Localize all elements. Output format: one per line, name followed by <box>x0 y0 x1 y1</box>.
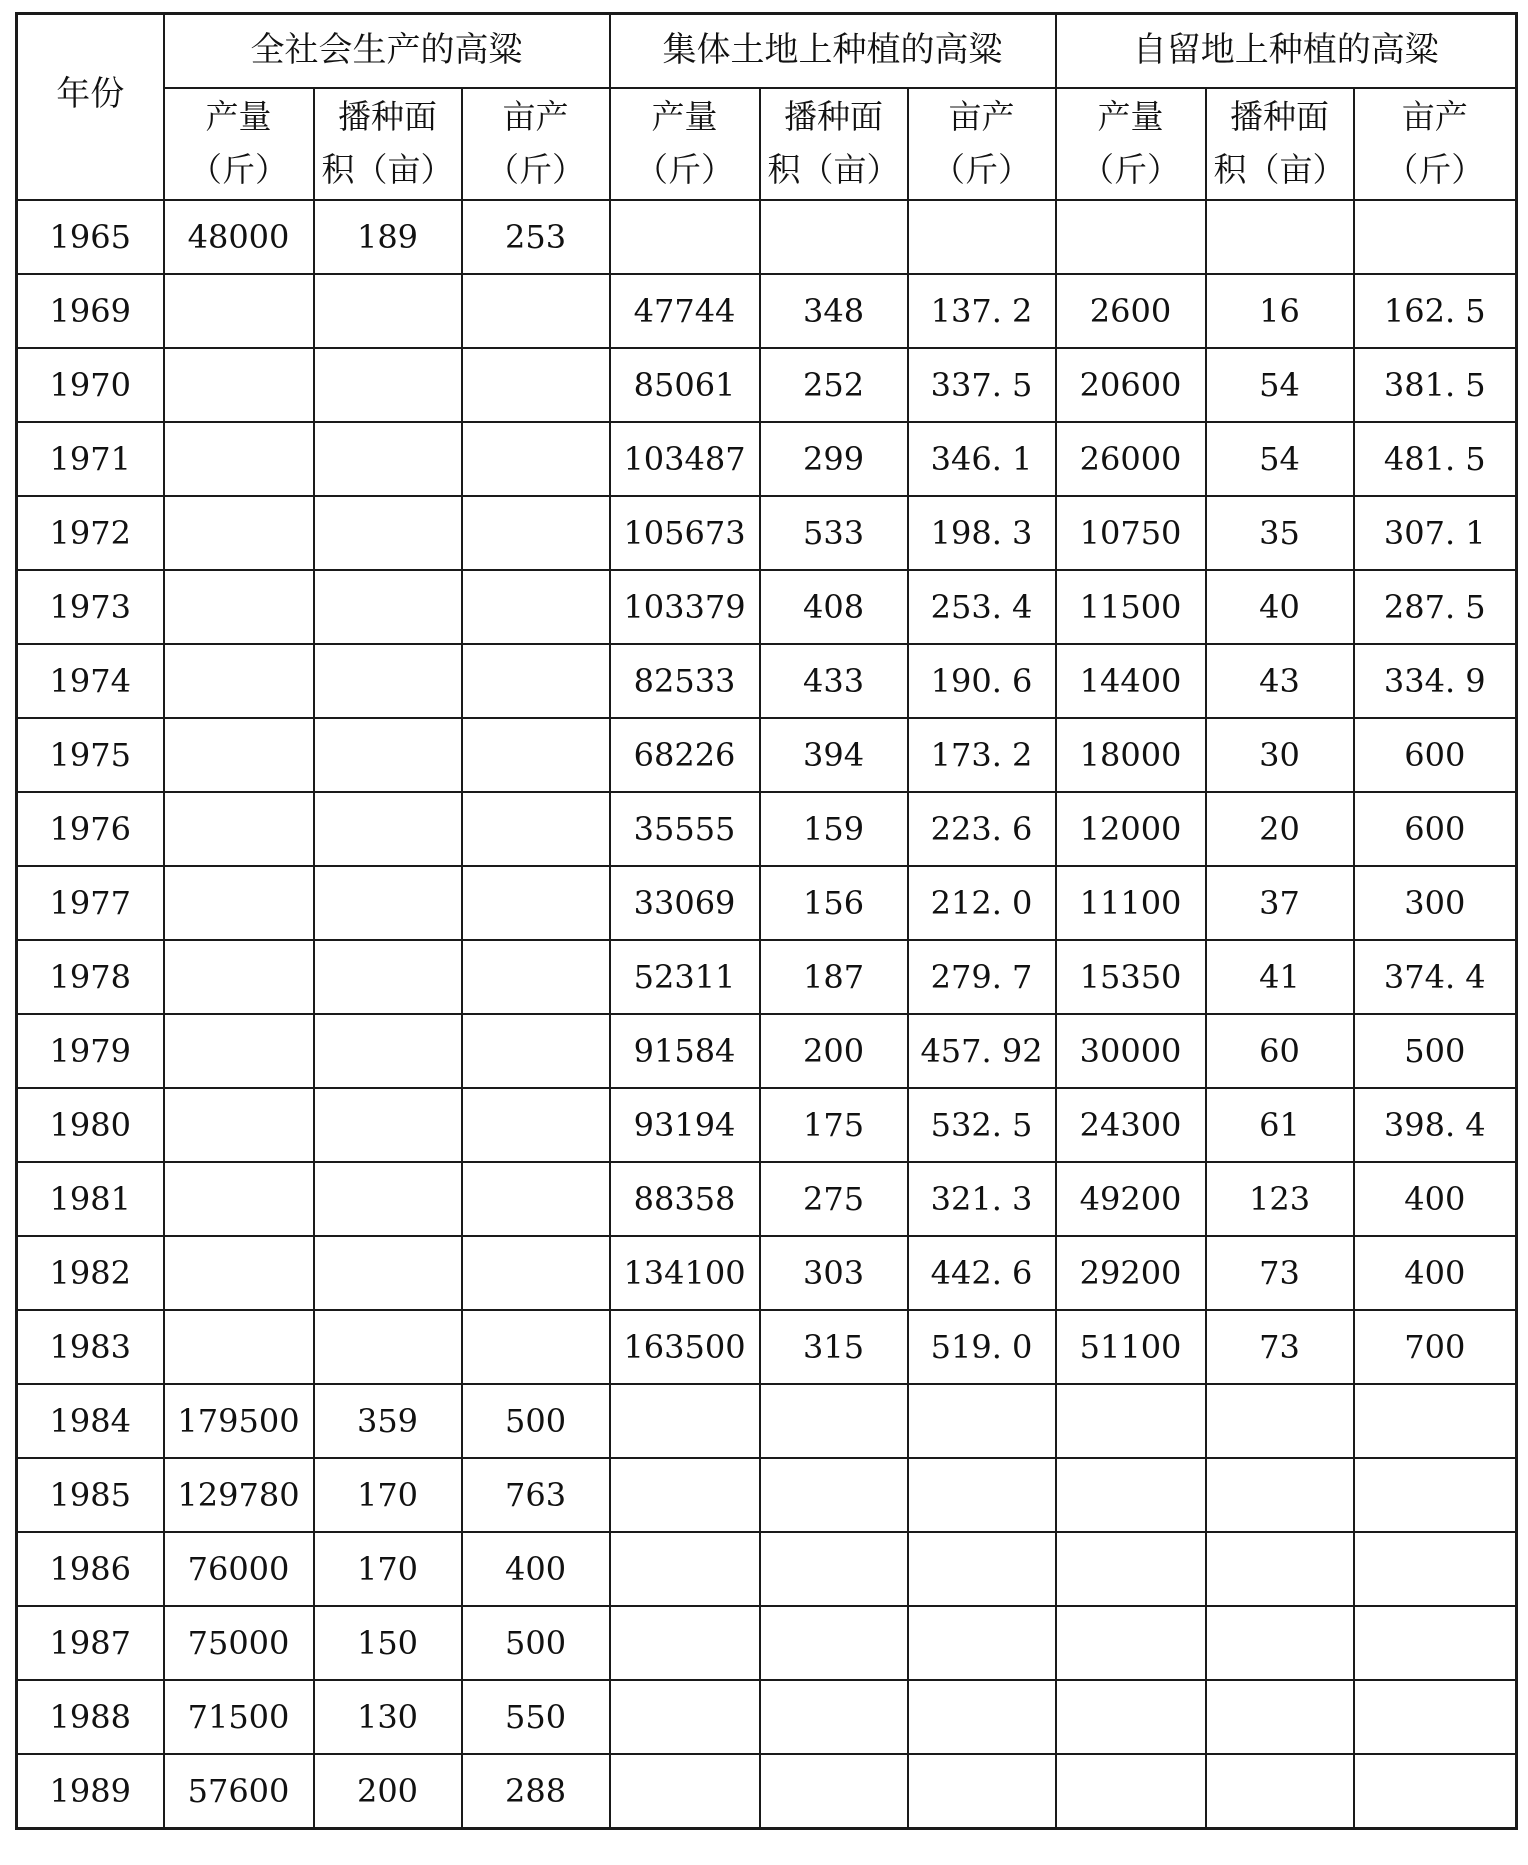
data-cell <box>462 718 610 792</box>
data-cell <box>462 422 610 496</box>
sub-header-row <box>17 88 1517 200</box>
sub-header-line: 产量 <box>1097 97 1164 137</box>
data-cell <box>1056 1680 1206 1754</box>
year-cell: 1978 <box>17 940 164 1014</box>
table-row <box>17 496 1517 570</box>
data-cell: 20600 <box>1056 348 1206 422</box>
table-row <box>17 274 1517 348</box>
data-cell: 134100 <box>610 1236 760 1310</box>
data-cell <box>1206 1458 1354 1532</box>
year-cell: 1972 <box>17 496 164 570</box>
table-row <box>17 1384 1517 1458</box>
data-cell: 500 <box>462 1606 610 1680</box>
data-cell <box>610 1384 760 1458</box>
sub-header-line: （斤） <box>932 150 1032 189</box>
year-cell: 1986 <box>17 1532 164 1606</box>
data-cell: 170 <box>314 1458 462 1532</box>
data-cell <box>908 1384 1056 1458</box>
data-cell: 10750 <box>1056 496 1206 570</box>
data-cell: 500 <box>462 1384 610 1458</box>
year-cell: 1980 <box>17 1088 164 1162</box>
table-row <box>17 348 1517 422</box>
data-cell: 374. 4 <box>1354 940 1517 1014</box>
data-cell <box>462 570 610 644</box>
data-cell: 348 <box>760 274 908 348</box>
data-cell: 315 <box>760 1310 908 1384</box>
sub-header-yield <box>462 88 610 200</box>
year-cell: 1965 <box>17 200 164 274</box>
data-cell <box>610 200 760 274</box>
data-cell: 253 <box>462 200 610 274</box>
data-cell: 532. 5 <box>908 1088 1056 1162</box>
data-cell: 35 <box>1206 496 1354 570</box>
data-cell <box>1206 1384 1354 1458</box>
data-cell: 223. 6 <box>908 792 1056 866</box>
data-cell <box>462 1014 610 1088</box>
year-cell: 1987 <box>17 1606 164 1680</box>
table-body <box>17 200 1517 1829</box>
data-cell: 130 <box>314 1680 462 1754</box>
data-cell: 76000 <box>164 1532 314 1606</box>
data-cell: 519. 0 <box>908 1310 1056 1384</box>
data-cell: 600 <box>1354 792 1517 866</box>
data-cell: 307. 1 <box>1354 496 1517 570</box>
data-cell <box>1056 1754 1206 1829</box>
data-cell <box>462 940 610 1014</box>
table-row <box>17 570 1517 644</box>
data-cell <box>314 274 462 348</box>
data-cell <box>314 1236 462 1310</box>
data-cell <box>164 496 314 570</box>
data-cell <box>610 1754 760 1829</box>
data-cell: 400 <box>462 1532 610 1606</box>
group-header-whole-society: 全社会生产的高粱 <box>164 14 610 89</box>
data-cell: 73 <box>1206 1236 1354 1310</box>
data-cell <box>760 1458 908 1532</box>
table-row <box>17 1236 1517 1310</box>
data-cell: 173. 2 <box>908 718 1056 792</box>
table-row <box>17 718 1517 792</box>
data-cell: 30 <box>1206 718 1354 792</box>
data-cell <box>1056 1384 1206 1458</box>
data-cell: 212. 0 <box>908 866 1056 940</box>
data-cell: 16 <box>1206 274 1354 348</box>
data-cell <box>164 792 314 866</box>
data-cell: 187 <box>760 940 908 1014</box>
data-cell <box>314 1162 462 1236</box>
data-cell <box>314 1014 462 1088</box>
data-cell <box>1206 1680 1354 1754</box>
data-cell: 159 <box>760 792 908 866</box>
data-cell <box>314 348 462 422</box>
sub-header-line: 积（亩） <box>767 150 900 189</box>
data-cell <box>1354 1458 1517 1532</box>
data-cell: 123 <box>1206 1162 1354 1236</box>
data-cell <box>908 1754 1056 1829</box>
data-cell: 287. 5 <box>1354 570 1517 644</box>
table-row <box>17 1754 1517 1829</box>
data-cell <box>164 274 314 348</box>
data-cell <box>314 866 462 940</box>
data-cell: 346. 1 <box>908 422 1056 496</box>
data-cell: 60 <box>1206 1014 1354 1088</box>
data-cell <box>760 1606 908 1680</box>
data-cell <box>1354 1606 1517 1680</box>
data-cell <box>1354 200 1517 274</box>
data-cell <box>760 1532 908 1606</box>
data-cell <box>164 348 314 422</box>
data-cell <box>908 200 1056 274</box>
sub-header-line: 亩产 <box>502 97 569 137</box>
year-cell: 1975 <box>17 718 164 792</box>
data-cell <box>164 422 314 496</box>
group-header-collective-land: 集体土地上种植的高粱 <box>610 14 1056 89</box>
data-cell: 200 <box>760 1014 908 1088</box>
data-cell <box>314 718 462 792</box>
data-cell: 175 <box>760 1088 908 1162</box>
year-cell: 1981 <box>17 1162 164 1236</box>
data-cell <box>908 1606 1056 1680</box>
data-cell <box>610 1606 760 1680</box>
data-cell: 40 <box>1206 570 1354 644</box>
data-cell <box>164 1014 314 1088</box>
data-cell: 190. 6 <box>908 644 1056 718</box>
sorghum-statistics-table-frame <box>15 12 1515 1830</box>
sub-header-line: （斤） <box>189 150 288 189</box>
data-cell: 49200 <box>1056 1162 1206 1236</box>
data-cell <box>462 866 610 940</box>
data-cell <box>164 866 314 940</box>
data-cell: 381. 5 <box>1354 348 1517 422</box>
data-cell: 129780 <box>164 1458 314 1532</box>
data-cell: 2600 <box>1056 274 1206 348</box>
table-row <box>17 866 1517 940</box>
data-cell: 400 <box>1354 1162 1517 1236</box>
data-cell <box>1206 1606 1354 1680</box>
table-row <box>17 200 1517 274</box>
data-cell <box>462 496 610 570</box>
data-cell: 400 <box>1354 1236 1517 1310</box>
data-cell <box>462 274 610 348</box>
data-cell: 37 <box>1206 866 1354 940</box>
sub-header-line: 播种面 <box>1230 97 1330 137</box>
data-cell: 533 <box>760 496 908 570</box>
data-cell: 54 <box>1206 348 1354 422</box>
data-cell <box>164 1236 314 1310</box>
data-cell: 198. 3 <box>908 496 1056 570</box>
data-cell <box>1206 200 1354 274</box>
data-cell: 33069 <box>610 866 760 940</box>
data-cell: 500 <box>1354 1014 1517 1088</box>
data-cell: 11500 <box>1056 570 1206 644</box>
data-cell <box>314 496 462 570</box>
data-cell: 29200 <box>1056 1236 1206 1310</box>
data-cell <box>1056 1606 1206 1680</box>
data-cell: 550 <box>462 1680 610 1754</box>
data-cell <box>164 940 314 1014</box>
data-cell <box>610 1680 760 1754</box>
data-cell: 275 <box>760 1162 908 1236</box>
data-cell: 91584 <box>610 1014 760 1088</box>
year-cell: 1974 <box>17 644 164 718</box>
sorghum-statistics-table <box>15 12 1518 1830</box>
data-cell <box>462 792 610 866</box>
data-cell: 156 <box>760 866 908 940</box>
year-cell: 1973 <box>17 570 164 644</box>
data-cell: 93194 <box>610 1088 760 1162</box>
data-cell: 600 <box>1354 718 1517 792</box>
data-cell: 162. 5 <box>1354 274 1517 348</box>
data-cell <box>760 1754 908 1829</box>
sub-header-line: （斤） <box>635 150 735 189</box>
data-cell: 103379 <box>610 570 760 644</box>
data-cell: 433 <box>760 644 908 718</box>
sub-header-output <box>610 88 760 200</box>
data-cell: 300 <box>1354 866 1517 940</box>
group-header-private-plot: 自留地上种植的高粱 <box>1056 14 1517 89</box>
data-cell <box>1354 1680 1517 1754</box>
data-cell: 68226 <box>610 718 760 792</box>
table-header <box>17 14 1517 201</box>
year-cell: 1970 <box>17 348 164 422</box>
sub-header-line: 亩产 <box>1401 97 1468 137</box>
data-cell: 73 <box>1206 1310 1354 1384</box>
data-cell <box>164 718 314 792</box>
data-cell <box>164 1162 314 1236</box>
data-cell <box>164 570 314 644</box>
data-cell <box>314 940 462 1014</box>
table-row <box>17 644 1517 718</box>
year-cell: 1969 <box>17 274 164 348</box>
data-cell: 398. 4 <box>1354 1088 1517 1162</box>
year-cell: 1982 <box>17 1236 164 1310</box>
data-cell: 82533 <box>610 644 760 718</box>
sub-header-line: 播种面 <box>784 97 884 137</box>
data-cell: 299 <box>760 422 908 496</box>
data-cell: 252 <box>760 348 908 422</box>
sub-header-area <box>760 88 908 200</box>
data-cell <box>1206 1754 1354 1829</box>
data-cell <box>462 1162 610 1236</box>
table-row <box>17 940 1517 1014</box>
data-cell: 41 <box>1206 940 1354 1014</box>
data-cell <box>908 1532 1056 1606</box>
sub-header-line: （斤） <box>1385 150 1485 189</box>
sub-header-line: 产量 <box>205 97 272 137</box>
table-row <box>17 1014 1517 1088</box>
data-cell: 18000 <box>1056 718 1206 792</box>
sub-header-area <box>314 88 462 200</box>
data-cell <box>1354 1532 1517 1606</box>
data-cell: 15350 <box>1056 940 1206 1014</box>
data-cell <box>760 200 908 274</box>
data-cell: 288 <box>462 1754 610 1829</box>
data-cell <box>164 1310 314 1384</box>
data-cell: 52311 <box>610 940 760 1014</box>
data-cell <box>314 1310 462 1384</box>
data-cell: 481. 5 <box>1354 422 1517 496</box>
data-cell <box>314 422 462 496</box>
sub-header-yield <box>908 88 1056 200</box>
sub-header-output <box>164 88 314 200</box>
data-cell <box>908 1458 1056 1532</box>
data-cell: 24300 <box>1056 1088 1206 1162</box>
sub-header-line: 产量 <box>651 97 718 137</box>
data-cell: 359 <box>314 1384 462 1458</box>
table-row <box>17 422 1517 496</box>
data-cell <box>164 644 314 718</box>
sub-header-yield <box>1354 88 1517 200</box>
data-cell <box>1354 1754 1517 1829</box>
data-cell: 103487 <box>610 422 760 496</box>
data-cell <box>610 1532 760 1606</box>
data-cell: 442. 6 <box>908 1236 1056 1310</box>
data-cell <box>1056 200 1206 274</box>
data-cell <box>314 644 462 718</box>
data-cell: 20 <box>1206 792 1354 866</box>
data-cell: 137. 2 <box>908 274 1056 348</box>
data-cell <box>314 570 462 644</box>
data-cell: 54 <box>1206 422 1354 496</box>
year-cell: 1983 <box>17 1310 164 1384</box>
data-cell <box>1206 1532 1354 1606</box>
data-cell: 303 <box>760 1236 908 1310</box>
data-cell: 85061 <box>610 348 760 422</box>
data-cell: 408 <box>760 570 908 644</box>
data-cell: 105673 <box>610 496 760 570</box>
data-cell <box>1056 1458 1206 1532</box>
data-cell <box>760 1680 908 1754</box>
data-cell: 321. 3 <box>908 1162 1056 1236</box>
data-cell: 51100 <box>1056 1310 1206 1384</box>
table-row <box>17 1088 1517 1162</box>
data-cell: 75000 <box>164 1606 314 1680</box>
data-cell: 457. 92 <box>908 1014 1056 1088</box>
sub-header-output <box>1056 88 1206 200</box>
data-cell: 189 <box>314 200 462 274</box>
data-cell: 48000 <box>164 200 314 274</box>
data-cell <box>760 1384 908 1458</box>
data-cell: 337. 5 <box>908 348 1056 422</box>
data-cell: 150 <box>314 1606 462 1680</box>
data-cell: 12000 <box>1056 792 1206 866</box>
table-row <box>17 1458 1517 1532</box>
year-cell: 1979 <box>17 1014 164 1088</box>
data-cell: 47744 <box>610 274 760 348</box>
data-cell <box>462 1310 610 1384</box>
year-column-header: 年份 <box>17 14 164 201</box>
sub-header-line: 积（亩） <box>1213 150 1346 189</box>
data-cell: 170 <box>314 1532 462 1606</box>
data-cell <box>462 1236 610 1310</box>
data-cell <box>462 644 610 718</box>
data-cell: 43 <box>1206 644 1354 718</box>
data-cell <box>908 1680 1056 1754</box>
data-cell: 57600 <box>164 1754 314 1829</box>
year-cell: 1985 <box>17 1458 164 1532</box>
data-cell <box>314 1088 462 1162</box>
data-cell: 253. 4 <box>908 570 1056 644</box>
data-cell: 26000 <box>1056 422 1206 496</box>
year-cell: 1989 <box>17 1754 164 1829</box>
data-cell <box>164 1088 314 1162</box>
data-cell <box>1354 1384 1517 1458</box>
data-cell <box>462 348 610 422</box>
data-cell: 334. 9 <box>1354 644 1517 718</box>
data-cell: 700 <box>1354 1310 1517 1384</box>
sub-header-line: 积（亩） <box>321 150 454 189</box>
table-row <box>17 1606 1517 1680</box>
year-cell: 1971 <box>17 422 164 496</box>
table-row <box>17 1532 1517 1606</box>
data-cell: 163500 <box>610 1310 760 1384</box>
data-cell: 14400 <box>1056 644 1206 718</box>
table-row <box>17 1162 1517 1236</box>
data-cell: 200 <box>314 1754 462 1829</box>
sub-header-area <box>1206 88 1354 200</box>
table-row <box>17 792 1517 866</box>
sub-header-line: 播种面 <box>338 97 437 137</box>
data-cell: 279. 7 <box>908 940 1056 1014</box>
data-cell: 763 <box>462 1458 610 1532</box>
year-cell: 1977 <box>17 866 164 940</box>
table-row <box>17 1310 1517 1384</box>
data-cell: 394 <box>760 718 908 792</box>
data-cell <box>1056 1532 1206 1606</box>
data-cell: 61 <box>1206 1088 1354 1162</box>
year-cell: 1984 <box>17 1384 164 1458</box>
sub-header-line: 亩产 <box>948 97 1015 137</box>
data-cell: 71500 <box>164 1680 314 1754</box>
data-cell: 30000 <box>1056 1014 1206 1088</box>
data-cell <box>314 792 462 866</box>
table-row <box>17 1680 1517 1754</box>
data-cell <box>462 1088 610 1162</box>
year-cell: 1976 <box>17 792 164 866</box>
data-cell: 88358 <box>610 1162 760 1236</box>
sub-header-line: （斤） <box>1081 150 1181 189</box>
year-cell: 1988 <box>17 1680 164 1754</box>
sub-header-line: （斤） <box>486 150 585 189</box>
data-cell: 179500 <box>164 1384 314 1458</box>
data-cell: 11100 <box>1056 866 1206 940</box>
data-cell <box>610 1458 760 1532</box>
data-cell: 35555 <box>610 792 760 866</box>
